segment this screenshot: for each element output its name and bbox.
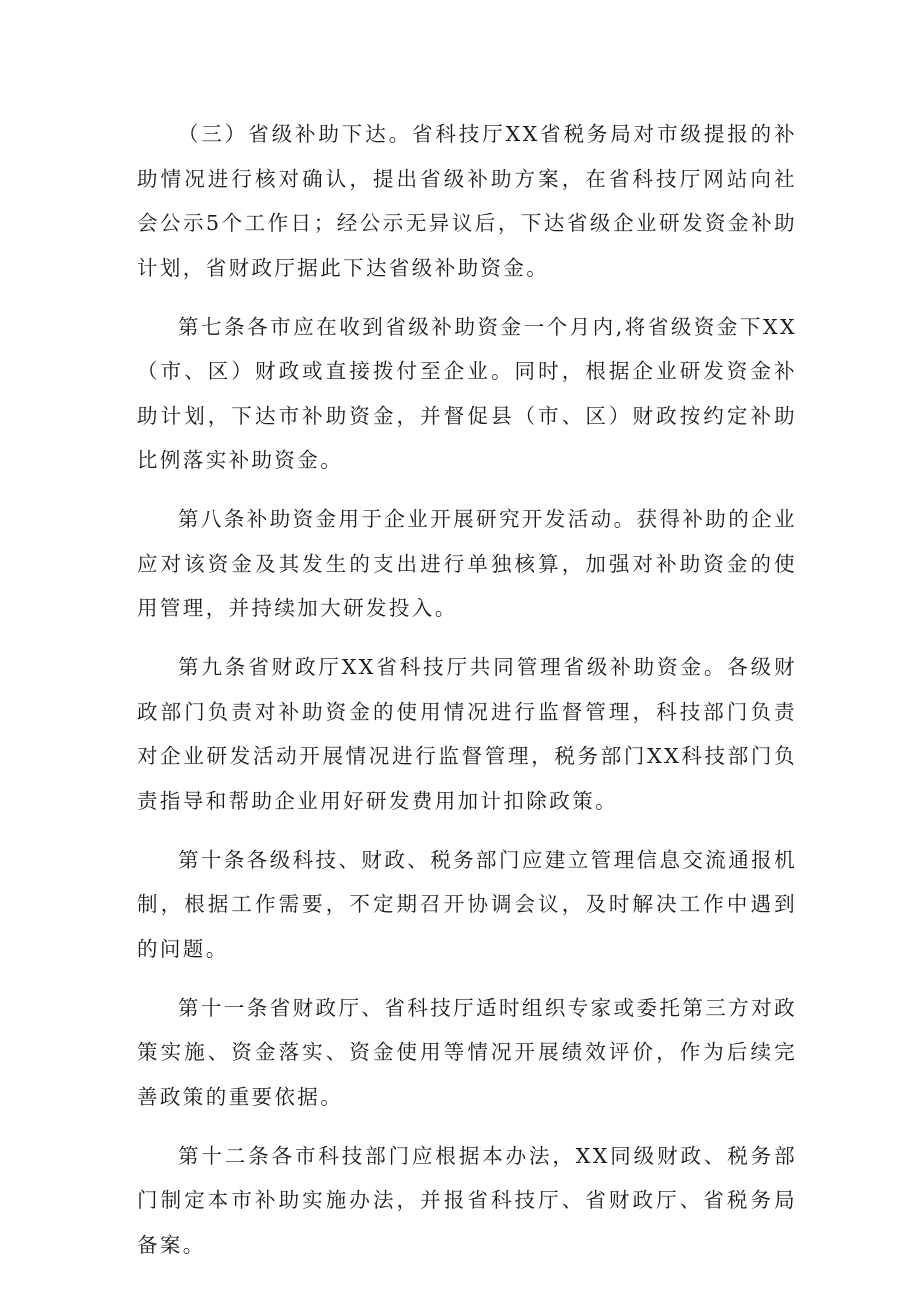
paragraph-provincial-subsidy-issuance: （三）省级补助下达。省科技厅XX省税务局对市级提报的补助情况进行核对确认，提出省级补助方案，在省科技厅网站向社会公示5个工作日；经公示无异议后，下达省级企业研发资金补助计划，省财政厅据此下达省级补助资金。 xyxy=(137,122,797,280)
paragraph-article-9: 第九条省财政厅XX省科技厅共同管理省级补助资金。各级财政部门负责对补助资金的使用情况进行监督管理，科技部门负责对企业研发活动开展情况进行监督管理，税务部门XX科技部门负责指导和帮助企业用好研发费用加计扣除政策。 xyxy=(137,655,797,813)
paragraph-article-7: 第七条各市应在收到省级补助资金一个月内,将省级资金下XX（市、区）财政或直接拨付至企业。同时，根据企业研发资金补助计划，下达市补助资金，并督促县（市、区）财政按约定补助比例落实补助资金。 xyxy=(137,314,797,472)
paragraph-article-12: 第十二条各市科技部门应根据本办法，XX同级财政、税务部门制定本市补助实施办法，并报省科技厅、省财政厅、省税务局备案。 xyxy=(137,1143,797,1257)
paragraph-article-8: 第八条补助资金用于企业开展研究开发活动。获得补助的企业应对该资金及其发生的支出进行单独核算，加强对补助资金的使用管理，并持续加大研发投入。 xyxy=(137,507,797,620)
paragraph-article-11: 第十一条省财政厅、省科技厅适时组织专家或委托第三方对政策实施、资金落实、资金使用等情况开展绩效评价，作为后续完善政策的重要依据。 xyxy=(137,995,797,1109)
document-body xyxy=(137,112,797,1282)
paragraph-article-10: 第十条各级科技、财政、税务部门应建立管理信息交流通报机制，根据工作需要，不定期召开协调会议，及时解决工作中遇到的问题。 xyxy=(137,847,797,961)
